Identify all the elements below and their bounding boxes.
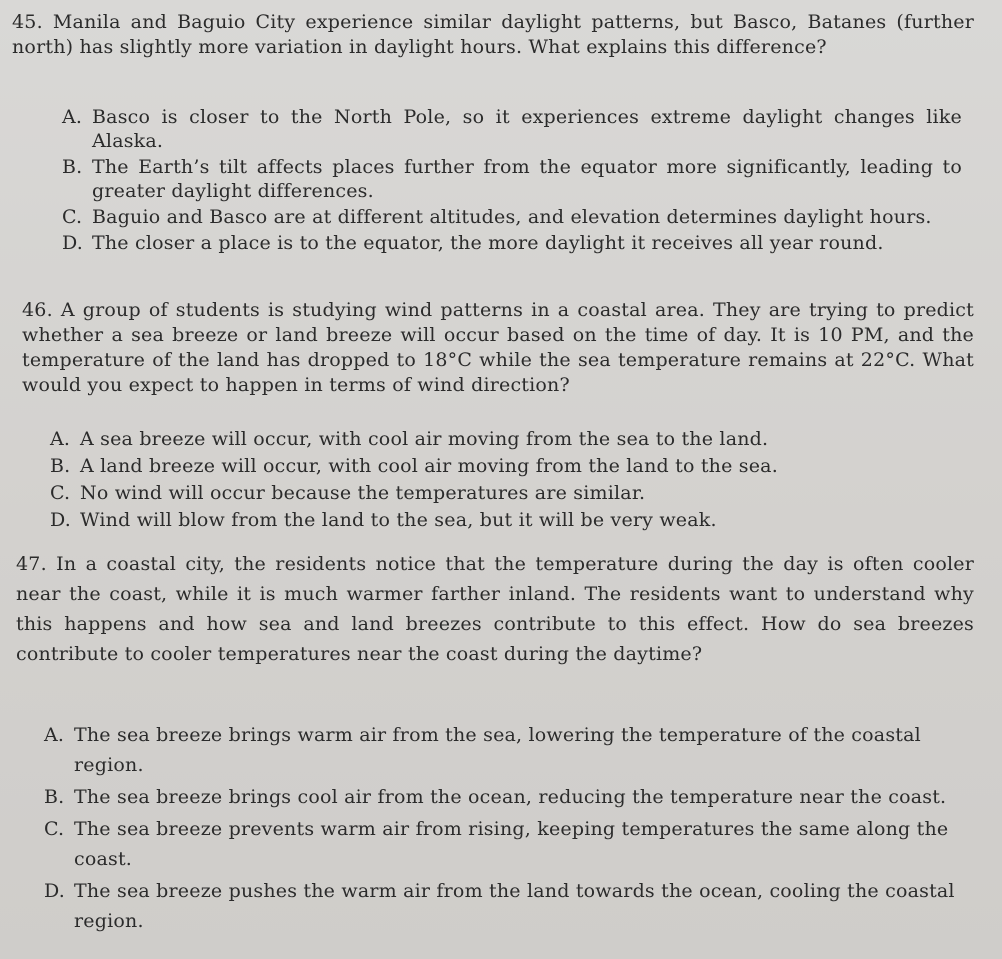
question-46-option-d <box>50 507 962 534</box>
question-45-option-d <box>62 231 962 255</box>
question-45-option-b <box>62 155 962 203</box>
option-text: No wind will occur because the temperatures are similar. <box>80 482 646 504</box>
option-text: The sea breeze pushes the warm air from the land towards the ocean, cooling the coastal region. <box>74 880 955 932</box>
question-47-text: 47. In a coastal city, the residents notice that the temperature during the day is often cooler near the coast, while it is much warmer farther inland. The residents want to understand why this happens and how sea and land breezes contribute to this effect. How do sea breezes contribute to cooler temperatures near the coast during the daytime? <box>16 553 974 665</box>
option-text: A sea breeze will occur, with cool air moving from the sea to the land. <box>80 428 769 450</box>
option-text: The sea breeze brings cool air from the ocean, reducing the temperature near the coast. <box>74 786 947 808</box>
option-text: Baguio and Basco are at different altitudes, and elevation determines daylight hours. <box>92 206 932 228</box>
option-text: The closer a place is to the equator, the more daylight it receives all year round. <box>92 232 884 254</box>
question-46-options <box>50 426 962 534</box>
question-47-option-c <box>44 814 982 874</box>
option-text: The Earth’s tilt affects places further from the equator more significantly, leading to greater daylight differences. <box>92 156 962 202</box>
option-text: Basco is closer to the North Pole, so it experiences extreme daylight changes like Alaska. <box>92 106 962 152</box>
option-letter: A. <box>50 428 71 450</box>
question-46-option-a <box>50 426 962 453</box>
question-47-option-b <box>44 782 982 812</box>
question-46-option-c <box>50 480 962 507</box>
option-letter: C. <box>50 482 71 504</box>
option-text: Wind will blow from the land to the sea, but it will be very weak. <box>80 509 717 531</box>
option-letter: B. <box>50 455 71 477</box>
option-letter: B. <box>44 786 65 808</box>
option-letter: B. <box>62 156 83 178</box>
option-text: The sea breeze brings warm air from the sea, lowering the temperature of the coastal region. <box>74 724 921 776</box>
question-46-text: 46. A group of students is studying wind patterns in a coastal area. They are trying to predict whether a sea breeze or land breeze will occur based on the time of day. It is 10 PM, and the temperature of the land has dropped to 18°C while the sea temperature remains at 22°C. What would you expect to happen in terms of wind direction? <box>22 299 974 396</box>
question-47-option-d <box>44 876 982 936</box>
question-46-option-b <box>50 453 962 480</box>
option-letter: A. <box>44 724 65 746</box>
option-letter: A. <box>62 106 83 128</box>
question-47-option-a <box>44 720 982 780</box>
question-45-text: 45. Manila and Baguio City experience similar daylight patterns, but Basco, Batanes (further north) has slightly more variation in daylight hours. What explains this difference? <box>12 11 974 58</box>
option-letter: C. <box>62 206 83 228</box>
option-letter: D. <box>50 509 71 531</box>
question-45-option-a <box>62 105 962 153</box>
option-letter: D. <box>62 232 83 254</box>
option-text: The sea breeze prevents warm air from rising, keeping temperatures the same along the coast. <box>74 818 949 870</box>
question-47-options <box>44 720 982 938</box>
option-letter: C. <box>44 818 65 840</box>
question-45-option-c <box>62 205 962 229</box>
question-45-options <box>62 105 962 257</box>
option-letter: D. <box>44 880 65 902</box>
option-text: A land breeze will occur, with cool air moving from the land to the sea. <box>80 455 778 477</box>
